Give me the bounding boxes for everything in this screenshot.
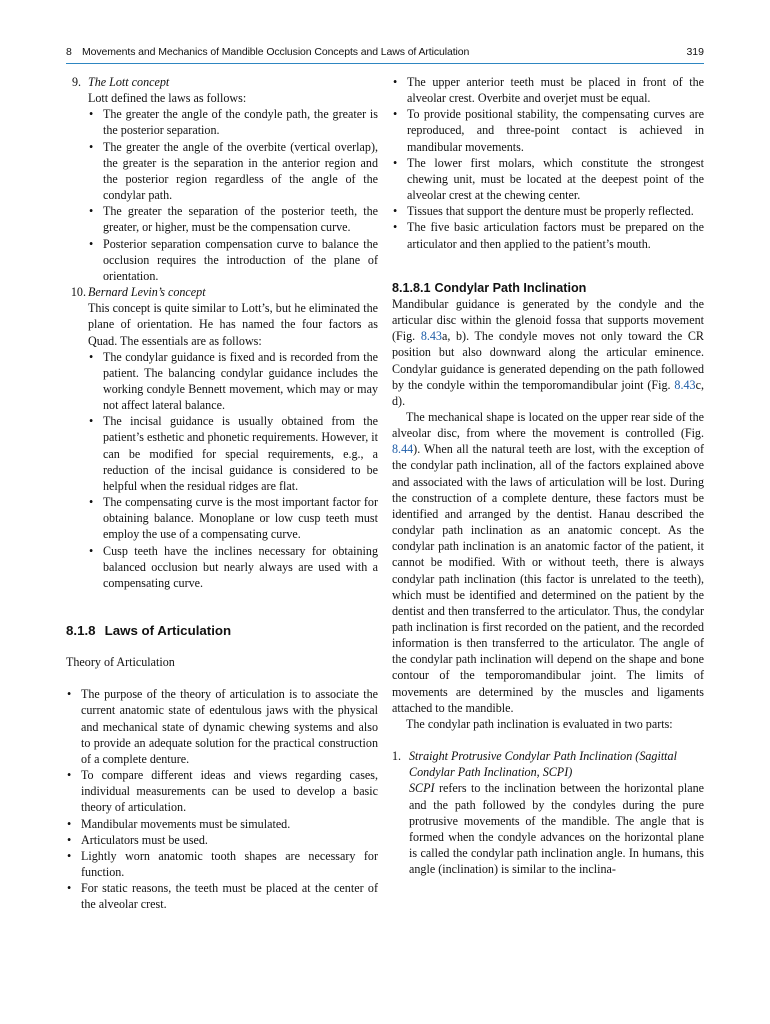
bullet-item: • The greater the separation of the posterior teeth, the greater, or higher, must be the compensation curve. <box>88 203 378 235</box>
theory-label: Theory of Articulation <box>66 655 175 670</box>
bullet-item: • To compare different ideas and views regarding cases, individual measurements can be used to develop a basic theory of articulation. <box>66 767 378 815</box>
bullet-item: • The greater the angle of the condyle path, the greater is the posterior separation. <box>88 106 378 138</box>
paragraph-two-parts: The condylar path inclination is evaluated in two parts: <box>406 716 673 731</box>
figure-link[interactable]: 8.44 <box>392 442 414 457</box>
bullet-item: • For static reasons, the teeth must be placed at the center of the alveolar crest. <box>66 880 378 912</box>
term: SCPI <box>409 781 435 796</box>
bullet-item: • The lower first molars, which constitute the strongest chewing unit, must be located at the deepest point of the alveolar crest at the chewing center. <box>392 155 704 203</box>
bullet-item: • The incisal guidance is usually obtained from the patient’s esthetic and phonetic requirements. However, it can be modified for special requirements, e.g., a reduction of the incisal guidance is considered to be helpful when the residual ridges are flat. <box>88 413 378 494</box>
left-column <box>66 74 378 913</box>
text-run: refers to the inclination between the horizontal plane and the path followed by the condyles during the pure protrusive movements of the mandible. The angle that is formed when the condyle advances on the horizontal plane is called the condylar path inclination angle. In humans, this angle (inclination) is similar to the inclina- <box>409 781 704 877</box>
subsection-title: Condylar Path Inclination <box>434 280 587 295</box>
item-title: The Lott concept <box>88 75 170 89</box>
bullet-item: • The compensating curve is the most important factor for obtaining balance. Monoplane or low cusp teeth must employ the use of a compensating curve. <box>88 494 378 542</box>
item-title: Bernard Levin’s concept <box>88 285 206 300</box>
bullet-item: • The condylar guidance is fixed and is recorded from the patient. The balancing condylar guidance includes the working condyle Bennett movement, which may or may not affect lateral balance. <box>88 349 378 414</box>
item-number: 9. <box>72 75 82 89</box>
bullet-item: • Articulators must be used. <box>66 832 378 848</box>
text-run: c, d). <box>392 377 704 408</box>
text-run: ). When all the natural teeth are lost, with the exception of the condylar path inclination, all of the factors explained above and associated with the laws of articulation will be lost. During the construction of a complete denture, these factors must be identified and arranged by the dentist. Hanau described the condylar path inclination as an anatomic concept. As the condylar path inclination is an anatomic factor of the patient, it cannot be modified. With or without teeth, there is always condylar path inclination (this factor is unrelated to the teeth), which must be identified and determined on the patient by the dentist and then transferred to the articulator. Thus, the condylar path inclination is first recorded on the patient, and the recorded information is then transferred to the articulator. The angle of the condylar path inclination will depend on the shape and bone contour of the temporomandibular joint. The limits of movements are determined by the muscles and ligaments attached to the mandible. <box>392 442 704 715</box>
section-number: 8.1.8 <box>66 623 96 638</box>
bullet-item: • To provide positional stability, the compensating curves are reproduced, and three-point contact is achieved in mandibular movements. <box>392 106 704 154</box>
bullet-item: • Tissues that support the denture must be properly reflected. <box>392 203 704 219</box>
text-run: Mandibular guidance is generated by the condyle and the articular disc within the glenoid fossa that supports movement (Fig. <box>392 296 704 344</box>
item-intro: This concept is quite similar to Lott’s, but he eliminated the plane of orientation. He has named the four factors as Quad. The essentials are as follows: <box>88 301 378 348</box>
section-heading <box>66 623 378 639</box>
item-number: 1. <box>392 749 402 764</box>
list-item-lott <box>66 74 378 284</box>
bullet-item: • Cusp teeth have the inclines necessary for obtaining balanced occlusion but nearly always are used with a compensating curve. <box>88 543 378 591</box>
figure-link[interactable]: 8.43 <box>420 329 442 344</box>
page-number: 319 <box>686 46 704 58</box>
paragraph-mechanical-shape <box>392 409 704 716</box>
bullet-list <box>88 106 378 284</box>
subsection-number: 8.1.8.1 <box>392 280 431 295</box>
bullet-item: • Mandibular movements must be simulated. <box>66 816 378 832</box>
item-intro: Lott defined the laws as follows: <box>88 91 247 106</box>
right-column <box>392 74 704 877</box>
item-title: Straight Protrusive Condylar Path Inclination (Sagittal Condylar Path Inclination, SCPI) <box>409 749 677 780</box>
bullet-item: • The purpose of the theory of articulation is to associate the current anatomic state of edentulous jaws with the physical and mechanical state of dynamic chewing systems and also to provide an adequate solution for the practical construction of a complete denture. <box>66 686 378 767</box>
bullet-list <box>392 74 704 252</box>
bullet-item: • Lightly worn anatomic tooth shapes are necessary for function. <box>66 848 378 880</box>
bullet-item: • The upper anterior teeth must be placed in front of the alveolar crest. Overbite and overjet must be equal. <box>392 74 704 106</box>
bullet-item: • Posterior separation compensation curve to balance the occlusion requires the introduction of the plane of orientation. <box>88 236 378 284</box>
list-item-scpi <box>392 748 704 877</box>
chapter-title: Movements and Mechanics of Mandible Occlusion Concepts and Laws of Articulation <box>82 46 470 58</box>
list-item-levin <box>66 284 378 591</box>
paragraph-mandibular-guidance <box>392 296 704 409</box>
text-run: a, b). The condyle moves not only toward the CR position but also downward along the articular eminence. Condylar guidance is generated depending on the path followed by the condyle within the temporomandibular joint (Fig. <box>392 329 704 392</box>
theory-bullet-list <box>66 686 378 912</box>
bullet-item: • The five basic articulation factors must be prepared on the articulator and then applied to the patient’s mouth. <box>392 219 704 251</box>
item-number: 10. <box>70 285 86 300</box>
running-header <box>66 44 704 62</box>
bullet-item: • The greater the angle of the overbite (vertical overlap), the greater is the separation in the anterior region and the posterior region regardless of the angle of the condylar path. <box>88 139 378 204</box>
header-rule <box>66 63 704 64</box>
figure-link[interactable]: 8.43 <box>674 377 696 392</box>
section-title: Laws of Articulation <box>104 623 232 638</box>
subsection-heading <box>392 280 704 296</box>
text-run: The mechanical shape is located on the upper rear side of the alveolar disc, from where the movement is controlled (Fig. <box>392 409 704 441</box>
bullet-list <box>88 349 378 591</box>
item-body <box>409 780 704 877</box>
chapter-number: 8 <box>66 46 72 58</box>
